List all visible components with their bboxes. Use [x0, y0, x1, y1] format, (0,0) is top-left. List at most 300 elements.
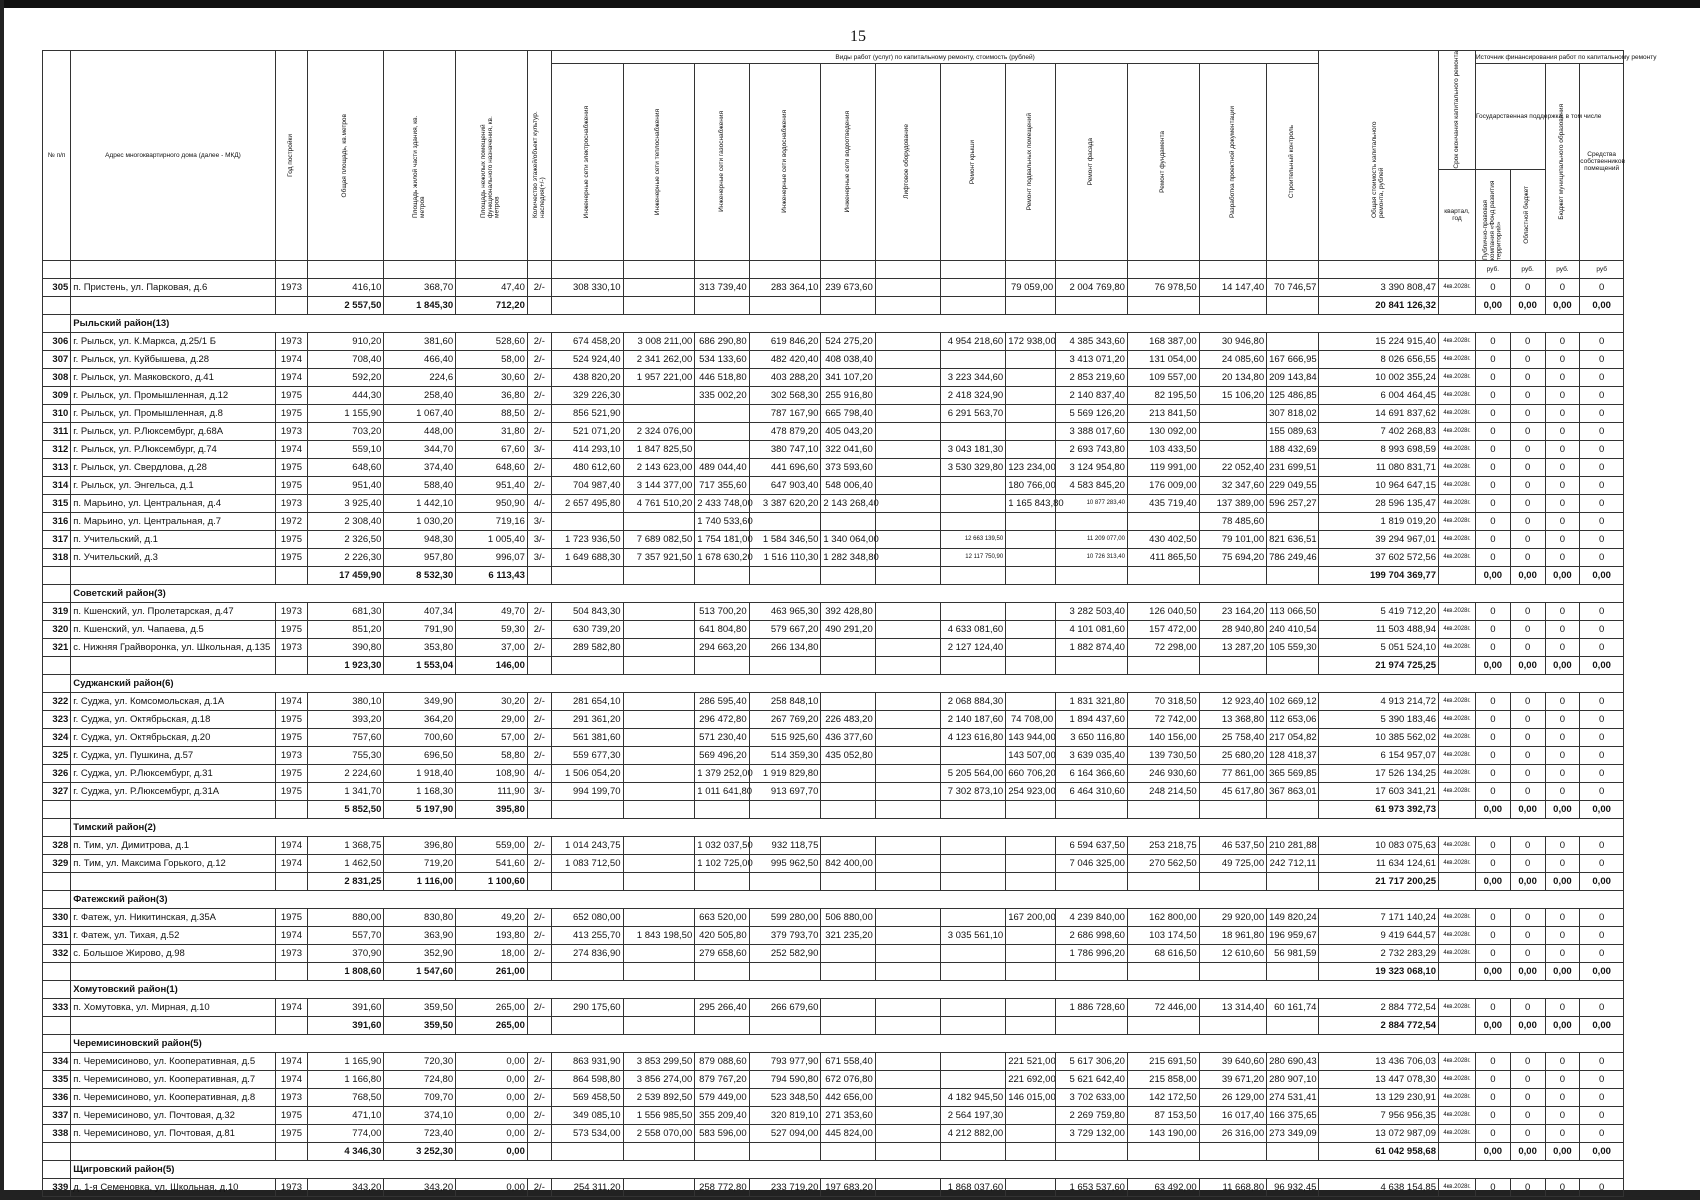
- header-fin-group: Источник финансирования работ по капитальному ремонту: [1475, 51, 1623, 64]
- row-fin-3: 0: [1580, 404, 1624, 422]
- header-address: Адрес многоквартирного дома (далее - МКД): [71, 51, 275, 261]
- row-work-gas: 296 472,80: [695, 710, 749, 728]
- district-header-row: [43, 890, 1624, 908]
- row-work-found: 72 446,00: [1127, 998, 1199, 1016]
- row-work-control: 102 669,12: [1267, 692, 1319, 710]
- total-nonres-area: 395,80: [456, 800, 528, 818]
- row-fin-0: 0: [1475, 764, 1510, 782]
- row-work-gas: 335 002,20: [695, 386, 749, 404]
- empty-cell: [1127, 800, 1199, 818]
- row-total-cost: 8 993 698,59: [1319, 440, 1439, 458]
- empty-cell: [71, 566, 275, 584]
- row-work-found: 142 172,50: [1127, 1088, 1199, 1106]
- row-work-control: [1267, 332, 1319, 350]
- row-number: 317: [43, 530, 71, 548]
- table-row: [43, 458, 1624, 476]
- table-row: [43, 368, 1624, 386]
- row-year: 1975: [275, 908, 308, 926]
- row-total-cost: 7 402 268,83: [1319, 422, 1439, 440]
- row-fin-3: 0: [1580, 386, 1624, 404]
- empty-cell: [1439, 656, 1476, 674]
- row-nonres-area: 88,50: [456, 404, 528, 422]
- row-work-facade: 2 853 219,60: [1056, 368, 1128, 386]
- row-year: 1974: [275, 836, 308, 854]
- row-work-design: 20 134,80: [1199, 368, 1266, 386]
- row-work-gas: 513 700,20: [695, 602, 749, 620]
- empty-cell: [875, 1016, 940, 1034]
- row-number: 306: [43, 332, 71, 350]
- row-total-cost: 10 083 075,63: [1319, 836, 1439, 854]
- row-work-facade: 2 004 769,80: [1056, 278, 1128, 296]
- row-floors: 2/-: [527, 854, 551, 872]
- row-number: 305: [43, 278, 71, 296]
- row-work-elec: 573 534,00: [551, 1124, 623, 1142]
- row-fin-0: 0: [1475, 386, 1510, 404]
- district-total-row: [43, 296, 1624, 314]
- row-work-control: 365 569,85: [1267, 764, 1319, 782]
- row-total-cost: 4 913 214,72: [1319, 692, 1439, 710]
- row-work-control: 70 746,57: [1267, 278, 1319, 296]
- row-work-control: 167 666,95: [1267, 350, 1319, 368]
- row-living-area: 343,20: [384, 1178, 456, 1196]
- row-floors: 2/-: [527, 638, 551, 656]
- empty-cell: [1439, 962, 1476, 980]
- row-fin-1: 0: [1510, 764, 1545, 782]
- total-fin-0: 0,00: [1475, 872, 1510, 890]
- row-floors: 2/-: [527, 692, 551, 710]
- row-address: п. Кшенский, ул. Чапаева, д.5: [71, 620, 275, 638]
- row-work-basement: [1006, 512, 1056, 530]
- table-row: [43, 926, 1624, 944]
- row-work-elec: 414 293,10: [551, 440, 623, 458]
- total-living-area: 5 197,90: [384, 800, 456, 818]
- row-work-facade: 3 282 503,40: [1056, 602, 1128, 620]
- district-total-row: [43, 1016, 1624, 1034]
- row-total-cost: 13 129 230,91: [1319, 1088, 1439, 1106]
- row-total-cost: 17 526 134,25: [1319, 764, 1439, 782]
- table-row: [43, 1088, 1624, 1106]
- row-work-heat: [623, 692, 695, 710]
- total-fin-0: 0,00: [1475, 566, 1510, 584]
- row-work-lift: [875, 368, 940, 386]
- row-work-found: 162 800,00: [1127, 908, 1199, 926]
- row-fin-1: 0: [1510, 476, 1545, 494]
- row-work-sewer: 1 340 064,00: [821, 530, 875, 548]
- row-year: 1975: [275, 404, 308, 422]
- empty-cell: [623, 800, 695, 818]
- row-fin-1: 0: [1510, 332, 1545, 350]
- empty-cell: [695, 1016, 749, 1034]
- row-work-elec: 704 987,40: [551, 476, 623, 494]
- row-nonres-area: 996,07: [456, 548, 528, 566]
- row-fin-3: 0: [1580, 602, 1624, 620]
- row-work-gas: 489 044,40: [695, 458, 749, 476]
- row-fin-3: 0: [1580, 926, 1624, 944]
- row-total-cost: 28 596 135,47: [1319, 494, 1439, 512]
- row-work-found: 103 433,50: [1127, 440, 1199, 458]
- row-work-sewer: 408 038,40: [821, 350, 875, 368]
- row-work-control: [1267, 512, 1319, 530]
- row-work-elec: 1 506 054,20: [551, 764, 623, 782]
- row-work-control: 113 066,50: [1267, 602, 1319, 620]
- row-work-basement: [1006, 620, 1056, 638]
- row-floors: 2/-: [527, 404, 551, 422]
- row-work-elec: 561 381,60: [551, 728, 623, 746]
- row-floors: 3/-: [527, 512, 551, 530]
- row-floors: 2/-: [527, 422, 551, 440]
- empty-cell: [527, 296, 551, 314]
- row-work-elec: 864 598,80: [551, 1070, 623, 1088]
- row-work-lift: [875, 440, 940, 458]
- row-work-basement: [1006, 1124, 1056, 1142]
- row-number: 333: [43, 998, 71, 1016]
- empty-cell: [275, 566, 308, 584]
- district-name: Суджанский район(6): [71, 674, 1624, 692]
- row-work-control: 210 281,88: [1267, 836, 1319, 854]
- row-work-facade: 3 124 954,80: [1056, 458, 1128, 476]
- empty-cell: [551, 566, 623, 584]
- row-number: 339: [43, 1178, 71, 1196]
- row-fin-0: 0: [1475, 512, 1510, 530]
- row-work-basement: 221 692,00: [1006, 1070, 1056, 1088]
- row-work-facade: 2 686 998,60: [1056, 926, 1128, 944]
- row-total-cost: 8 026 656,55: [1319, 350, 1439, 368]
- row-work-basement: 74 708,00: [1006, 710, 1056, 728]
- table-row: [43, 854, 1624, 872]
- row-living-area: 1 030,20: [384, 512, 456, 530]
- row-work-lift: [875, 1178, 940, 1196]
- total-fin-2: 0,00: [1545, 566, 1580, 584]
- row-fin-2: 0: [1545, 944, 1580, 962]
- total-nonres-area: 0,00: [456, 1142, 528, 1160]
- row-work-sewer: 671 558,40: [821, 1052, 875, 1070]
- row-nonres-area: 108,90: [456, 764, 528, 782]
- row-number: 338: [43, 1124, 71, 1142]
- row-total-area: 851,20: [308, 620, 384, 638]
- row-living-area: 368,70: [384, 278, 456, 296]
- row-floors: 2/-: [527, 998, 551, 1016]
- table-row: [43, 710, 1624, 728]
- row-work-facade: 7 046 325,00: [1056, 854, 1128, 872]
- empty-cell: [1267, 872, 1319, 890]
- row-work-found: 430 402,50: [1127, 530, 1199, 548]
- row-year: 1974: [275, 854, 308, 872]
- row-work-roof: [940, 278, 1005, 296]
- row-total-area: 2 224,60: [308, 764, 384, 782]
- header-no: № п/п: [43, 51, 71, 261]
- row-work-facade: 6 594 637,50: [1056, 836, 1128, 854]
- total-fin-1: 0,00: [1510, 1016, 1545, 1034]
- total-cost: 61 973 392,73: [1319, 800, 1439, 818]
- row-total-cost: 5 051 524,10: [1319, 638, 1439, 656]
- row-deadline: 4кв.2028г.: [1439, 746, 1476, 764]
- row-fin-1: 0: [1510, 1070, 1545, 1088]
- row-work-heat: 3 008 211,00: [623, 332, 695, 350]
- row-address: г. Суджа, ул. Октябрьская, д.20: [71, 728, 275, 746]
- row-floors: 2/-: [527, 728, 551, 746]
- row-nonres-area: 0,00: [456, 1070, 528, 1088]
- row-total-area: 559,10: [308, 440, 384, 458]
- row-work-found: 70 318,50: [1127, 692, 1199, 710]
- row-nonres-area: 29,00: [456, 710, 528, 728]
- empty-cell: [623, 656, 695, 674]
- row-total-area: 343,20: [308, 1178, 384, 1196]
- empty-cell: [1006, 872, 1056, 890]
- row-work-lift: [875, 728, 940, 746]
- row-address: г. Суджа, ул. Р.Люксембург, д.31А: [71, 782, 275, 800]
- row-fin-1: 0: [1510, 494, 1545, 512]
- row-work-elec: 291 361,20: [551, 710, 623, 728]
- row-work-control: 96 932,45: [1267, 1178, 1319, 1196]
- row-living-area: 374,40: [384, 458, 456, 476]
- row-total-cost: 10 002 355,24: [1319, 368, 1439, 386]
- row-work-elec: 1 723 936,50: [551, 530, 623, 548]
- row-living-area: 791,90: [384, 620, 456, 638]
- row-fin-3: 0: [1580, 944, 1624, 962]
- row-work-lift: [875, 278, 940, 296]
- row-work-elec: 569 458,50: [551, 1088, 623, 1106]
- row-total-area: 2 326,50: [308, 530, 384, 548]
- row-address: с. Большое Жирово, д.98: [71, 944, 275, 962]
- district-total-row: [43, 800, 1624, 818]
- empty-cell: [275, 962, 308, 980]
- row-total-cost: 39 294 967,01: [1319, 530, 1439, 548]
- row-floors: 2/-: [527, 278, 551, 296]
- empty-cell: [875, 296, 940, 314]
- empty-cell: [940, 1016, 1005, 1034]
- header-living-area: Площадь жилой части здания, кв. метров: [411, 115, 426, 218]
- row-fin-2: 0: [1545, 926, 1580, 944]
- table-row: [43, 908, 1624, 926]
- row-number: 327: [43, 782, 71, 800]
- row-address: г. Рыльск, ул. Промышленная, д.12: [71, 386, 275, 404]
- row-work-control: 188 432,69: [1267, 440, 1319, 458]
- empty-cell: [1006, 1016, 1056, 1034]
- row-work-sewer: [821, 836, 875, 854]
- row-work-design: 28 940,80: [1199, 620, 1266, 638]
- empty-cell: [275, 800, 308, 818]
- empty-cell: [275, 1142, 308, 1160]
- row-deadline: 4кв.2028г.: [1439, 386, 1476, 404]
- row-work-facade: 1 882 874,40: [1056, 638, 1128, 656]
- row-work-basement: [1006, 854, 1056, 872]
- row-work-water: 1 584 346,50: [749, 530, 821, 548]
- total-fin-0: 0,00: [1475, 1142, 1510, 1160]
- row-work-water: 233 719,20: [749, 1178, 821, 1196]
- row-work-facade: 6 464 310,60: [1056, 782, 1128, 800]
- row-total-area: 1 155,90: [308, 404, 384, 422]
- empty-cell: [43, 890, 71, 908]
- row-work-heat: [623, 944, 695, 962]
- total-fin-1: 0,00: [1510, 296, 1545, 314]
- row-nonres-area: 648,60: [456, 458, 528, 476]
- empty-cell: [695, 656, 749, 674]
- row-work-control: 217 054,82: [1267, 728, 1319, 746]
- row-address: п. Черемисиново, ул. Кооперативная, д.7: [71, 1070, 275, 1088]
- row-fin-0: 0: [1475, 710, 1510, 728]
- row-work-basement: [1006, 422, 1056, 440]
- header-w-heat: Инженерные сети теплоснабжения: [654, 108, 662, 215]
- empty-cell: [1439, 566, 1476, 584]
- row-work-heat: [623, 782, 695, 800]
- district-name: Рыльский район(13): [71, 314, 1624, 332]
- empty-cell: [527, 1016, 551, 1034]
- row-total-area: 951,40: [308, 476, 384, 494]
- row-nonres-area: 0,00: [456, 1088, 528, 1106]
- row-fin-1: 0: [1510, 278, 1545, 296]
- row-work-facade: 3 413 071,20: [1056, 350, 1128, 368]
- total-nonres-area: 261,00: [456, 962, 528, 980]
- row-work-basement: 79 059,00: [1006, 278, 1056, 296]
- row-floors: 2/-: [527, 746, 551, 764]
- total-area: 1 923,30: [308, 656, 384, 674]
- row-nonres-area: 30,60: [456, 368, 528, 386]
- row-fin-3: 0: [1580, 512, 1624, 530]
- row-work-control: 280 690,43: [1267, 1052, 1319, 1070]
- row-work-sewer: 672 076,80: [821, 1070, 875, 1088]
- table-row: [43, 530, 1624, 548]
- row-fin-0: 0: [1475, 404, 1510, 422]
- row-address: д. 1-я Семеновка, ул. Школьная, д.10: [71, 1178, 275, 1196]
- row-work-control: 196 959,67: [1267, 926, 1319, 944]
- row-total-area: 2 308,40: [308, 512, 384, 530]
- row-fin-1: 0: [1510, 926, 1545, 944]
- empty-cell: [749, 962, 821, 980]
- header-w-design: Разработка проектной документации: [1228, 105, 1236, 218]
- row-living-area: 700,60: [384, 728, 456, 746]
- header-nonres-area: Площадь нежилых помещений функционального назначения, кв. метров: [480, 116, 501, 218]
- header-f-muni: Бюджет муниципального образования: [1558, 103, 1565, 220]
- row-work-design: 11 668,80: [1199, 1178, 1266, 1196]
- row-total-area: 757,60: [308, 728, 384, 746]
- row-work-design: 29 920,00: [1199, 908, 1266, 926]
- row-total-area: 755,30: [308, 746, 384, 764]
- row-address: п. Черемисиново, ул. Почтовая, д.32: [71, 1106, 275, 1124]
- row-address: г. Рыльск, ул. Маяковского, д.41: [71, 368, 275, 386]
- row-fin-2: 0: [1545, 908, 1580, 926]
- row-work-sewer: 226 483,20: [821, 710, 875, 728]
- row-work-control: 240 410,54: [1267, 620, 1319, 638]
- row-work-lift: [875, 782, 940, 800]
- row-year: 1973: [275, 422, 308, 440]
- row-deadline: 4кв.2028г.: [1439, 692, 1476, 710]
- row-address: п. Тим, ул. Максима Горького, д.12: [71, 854, 275, 872]
- row-work-design: 25 758,40: [1199, 728, 1266, 746]
- row-fin-2: 0: [1545, 440, 1580, 458]
- district-total-row: [43, 566, 1624, 584]
- row-work-gas: 286 595,40: [695, 692, 749, 710]
- row-fin-1: 0: [1510, 746, 1545, 764]
- row-floors: 2/-: [527, 944, 551, 962]
- row-living-area: 448,00: [384, 422, 456, 440]
- row-work-facade: 4 583 845,20: [1056, 476, 1128, 494]
- row-fin-2: 0: [1545, 620, 1580, 638]
- row-year: 1975: [275, 1124, 308, 1142]
- row-work-water: 793 977,90: [749, 1052, 821, 1070]
- district-header-row: [43, 1160, 1624, 1178]
- row-fin-1: 0: [1510, 1106, 1545, 1124]
- empty-cell: [821, 800, 875, 818]
- row-work-lift: [875, 1124, 940, 1142]
- row-work-design: 13 287,20: [1199, 638, 1266, 656]
- empty-cell: [71, 296, 275, 314]
- row-work-roof: 3 530 329,80: [940, 458, 1005, 476]
- row-work-water: 787 167,90: [749, 404, 821, 422]
- row-work-water: 320 819,10: [749, 1106, 821, 1124]
- row-fin-1: 0: [1510, 908, 1545, 926]
- row-address: г. Суджа, ул. Октябрьская, д.18: [71, 710, 275, 728]
- empty-cell: [695, 872, 749, 890]
- row-nonres-area: 0,00: [456, 1124, 528, 1142]
- row-year: 1973: [275, 944, 308, 962]
- row-floors: 2/-: [527, 1124, 551, 1142]
- row-work-gas: 534 133,60: [695, 350, 749, 368]
- row-work-basement: [1006, 926, 1056, 944]
- row-work-basement: 254 923,00: [1006, 782, 1056, 800]
- total-cost: 2 884 772,54: [1319, 1016, 1439, 1034]
- row-floors: 2/-: [527, 620, 551, 638]
- row-work-elec: 290 175,60: [551, 998, 623, 1016]
- row-fin-2: 0: [1545, 638, 1580, 656]
- row-work-water: 515 925,60: [749, 728, 821, 746]
- row-fin-1: 0: [1510, 854, 1545, 872]
- row-work-gas: [695, 422, 749, 440]
- row-floors: 3/-: [527, 548, 551, 566]
- row-total-area: 2 226,30: [308, 548, 384, 566]
- row-work-heat: 2 539 892,50: [623, 1088, 695, 1106]
- table-row: [43, 782, 1624, 800]
- row-work-heat: 4 761 510,20: [623, 494, 695, 512]
- row-work-heat: [623, 836, 695, 854]
- row-work-elec: 308 330,10: [551, 278, 623, 296]
- row-fin-0: 0: [1475, 908, 1510, 926]
- row-total-cost: 14 691 837,62: [1319, 404, 1439, 422]
- row-work-elec: 521 071,20: [551, 422, 623, 440]
- row-work-sewer: 239 673,60: [821, 278, 875, 296]
- row-work-elec: 1 014 243,75: [551, 836, 623, 854]
- row-address: п. Учительский, д.3: [71, 548, 275, 566]
- district-name: Хомутовский район(1): [71, 980, 1624, 998]
- row-deadline: 4кв.2028г.: [1439, 512, 1476, 530]
- row-work-elec: 413 255,70: [551, 926, 623, 944]
- row-fin-3: 0: [1580, 998, 1624, 1016]
- row-floors: 2/-: [527, 1052, 551, 1070]
- empty-cell: [1439, 872, 1476, 890]
- row-fin-1: 0: [1510, 944, 1545, 962]
- row-work-gas: 1 678 630,20: [695, 548, 749, 566]
- row-work-water: 403 288,20: [749, 368, 821, 386]
- total-area: 391,60: [308, 1016, 384, 1034]
- empty-cell: [695, 800, 749, 818]
- row-nonres-area: 541,60: [456, 854, 528, 872]
- row-work-heat: [623, 512, 695, 530]
- row-work-found: 72 298,00: [1127, 638, 1199, 656]
- empty-cell: [71, 800, 275, 818]
- empty-cell: [1127, 656, 1199, 674]
- district-header-row: [43, 584, 1624, 602]
- empty-cell: [1267, 566, 1319, 584]
- row-number: 329: [43, 854, 71, 872]
- total-living-area: 1 553,04: [384, 656, 456, 674]
- row-floors: 2/-: [527, 476, 551, 494]
- left-border: [0, 0, 4, 1200]
- row-living-area: 948,30: [384, 530, 456, 548]
- header-w-water: Инженерные сети водоснабжения: [780, 110, 788, 214]
- header-works-group: Виды работ (услуг) по капитальному ремонту, стоимость (рублей): [551, 51, 1319, 64]
- row-work-basement: 143 944,00: [1006, 728, 1056, 746]
- row-fin-0: 0: [1475, 926, 1510, 944]
- row-fin-2: 0: [1545, 1088, 1580, 1106]
